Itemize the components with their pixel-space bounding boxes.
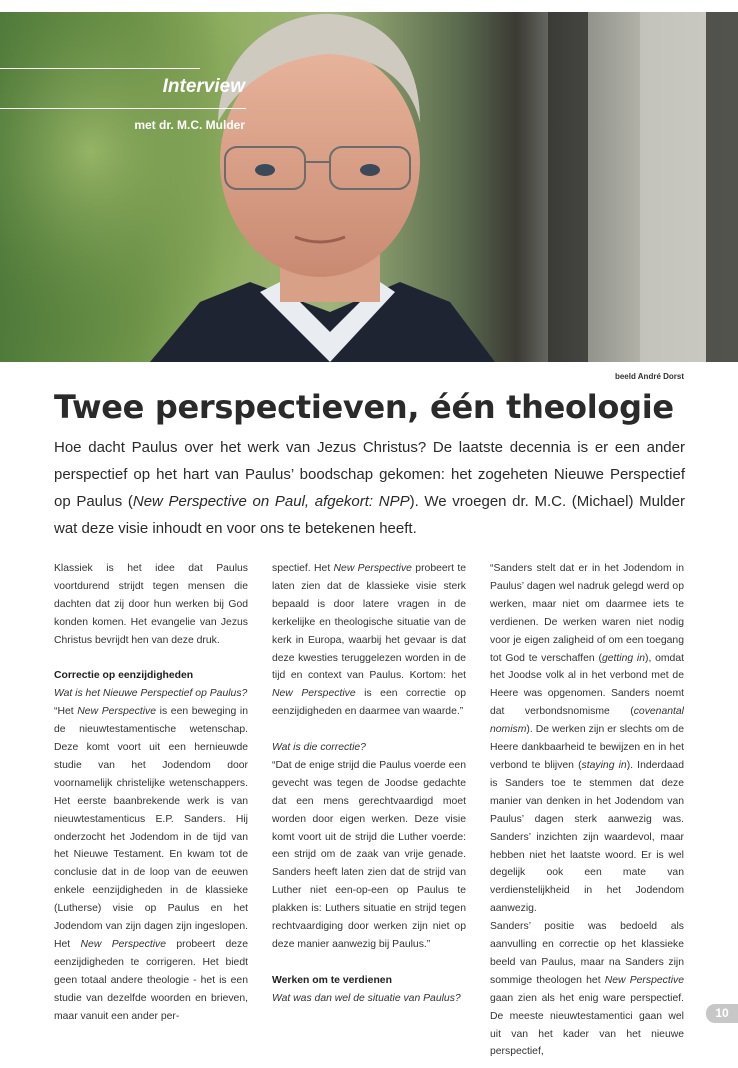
col3-paragraph-2	[490, 918, 684, 1061]
italic-run: New Perspective	[272, 688, 356, 700]
column-1	[54, 560, 248, 1026]
text-run: is een beweging in de nieuwtestamentische wetenschap. Deze komt voort uit een hernieuwde studie van het Jodendom door voornamelijk christelijke wetenschappers. Het eerste baanbrekende werk is van nieuwtestamenticus E.P. Sanders. Hij onderzocht het Jodendom in de tijd van het Nieuwe Testament. En kwam tot de conclusie dat in de loop van de eeuwen enkele eenzijdigheden in de klassieke (Lutherse) visie op Paulus en het Jodendom van zijn dagen zijn ingeslopen. Het	[54, 706, 248, 951]
tag-line-bottom	[0, 108, 246, 109]
column-2	[272, 560, 466, 1008]
col3-paragraph-1	[490, 560, 684, 918]
col1-paragraph-2	[54, 703, 248, 1025]
text-run: Sanders’ positie was bedoeld als aanvulling en correctie op het klassieke beeld van Paulus, maar na Sanders zijn sommige theologen het	[490, 921, 684, 986]
italic-run: getting in	[601, 652, 645, 664]
col2-paragraph-1	[272, 560, 466, 721]
text-run: “Het	[54, 706, 78, 718]
text-run: “Sanders stelt dat er in het Jodendom in Paulus’ dagen wel nadruk gelegd werd op werken, maar niet om daarmee iets te verdienen. De werken waren niet nodig voor je eigen zaligheid of om een toegang tot God te verschaffen (	[490, 563, 684, 664]
text-run: ). De werken zijn er slechts om de Heere dankbaarheid te bewijzen en in het verbond te blijven (	[490, 724, 684, 771]
section-subtitle: met dr. M.C. Mulder	[134, 118, 245, 132]
italic-run: covenantal nomism	[490, 706, 684, 736]
italic-run: staying in	[581, 759, 627, 771]
col2-question-1: Wat is die correctie?	[272, 742, 366, 754]
header-photo	[0, 12, 738, 362]
italic-run: New Perspective	[80, 939, 166, 951]
text-run: probeert deze eenzijdigheden te corrigeren. Het biedt geen totaal andere theologie - het is een studie van dezelfde woorden en brieven, maar vanuit een ander per-	[54, 939, 248, 1022]
col1-heading: Correctie op eenzijdigheden	[54, 670, 194, 682]
intro-italic: New Perspective on Paul, afgekort: NPP	[132, 493, 410, 510]
col1-question: Wat is het Nieuwe Perspectief op Paulus?	[54, 688, 248, 700]
text-run: probeert te laten zien dat de klassieke visie sterk bepaald is door latere vragen in de kerkelijke en theologische situatie van de kerk in Europa, waarbij het gevaar is dat deze kwesties teruggelezen worden in de tijd en context van Paulus. Kortom: het	[272, 563, 467, 682]
text-run: is een correctie op eenzijdigheden en daarmee van waarde.”	[272, 688, 466, 718]
text-run: ). Inderdaad is Sanders toe te stemmen dat deze manier van denken in het Jodendom van Paulus’ dagen sterk aanwezig was. Sanders’ inzichten zijn waardevol, maar hebben niet het laatste woord. Er is wel degelijk ook een mate van verdienstelijkheid in het Jodendom aanwezig.	[490, 759, 684, 915]
italic-run: New Perspective	[604, 974, 684, 986]
article-title: Twee perspectieven, één theologie	[54, 388, 674, 426]
italic-run: New Perspective	[333, 563, 412, 574]
col2-paragraph-2: “Dat de enige strijd die Paulus voerde een gevecht was tegen de Joodse gedachte dat een mens gerechtvaardigd moet worden door eigen werken. Deze visie komt voort uit de strijd die Luther voerde: een strijd om de zaak van vrije genade. Sanders heeft laten zien dat de strijd van Luther niet een-op-een op Paulus te plakken is: Luthers situatie en strijd tegen rechtvaardiging door werken zijn niet op deze manier aanwezig bij Paulus.”	[272, 759, 466, 951]
text-run: ), omdat het Joodse volk al in het verbond met de Heere was opgenomen. Sanders noemt dat verbondsnomisme (	[490, 652, 684, 718]
intro-text-2: ). We vroegen dr. M.C. (Michael) Mulder wat deze visie inhoudt en voor ons te betekenen heeft.	[54, 493, 685, 537]
col2-heading: Werken om te verdienen	[272, 974, 392, 986]
column-3	[490, 560, 684, 1061]
photo-credit: beeld André Dorst	[614, 372, 684, 381]
italic-run: New Perspective	[77, 706, 156, 718]
intro-text-1: Hoe dacht Paulus over het werk van Jezus Christus? De laatste decennia is er een ander perspectief op het hart van Paulus’ boodschap gekomen: het zogeheten Nieuwe Perspectief op Paulus (	[54, 439, 685, 510]
text-run: gaan zien als het enig ware perspectief. De meeste nieuwtestamentici gaan wel uit van het kader van het nieuwe perspectief,	[490, 992, 684, 1058]
page-number: 10	[706, 1004, 738, 1023]
text-run: spectief. Het	[272, 563, 334, 574]
col2-question-2: Wat was dan wel de situatie van Paulus?	[272, 992, 461, 1004]
section-label: Interview	[162, 76, 245, 97]
col1-paragraph-1: Klassiek is het idee dat Paulus voortdurend strijdt tegen mensen die dachten dat zij door hun werken bij God konden komen. Het evangelie van Jezus Christus bevrijdt hen van deze druk.	[54, 563, 248, 646]
article-intro	[54, 434, 685, 542]
tag-line-top	[0, 68, 200, 69]
portrait-illustration	[0, 12, 738, 362]
